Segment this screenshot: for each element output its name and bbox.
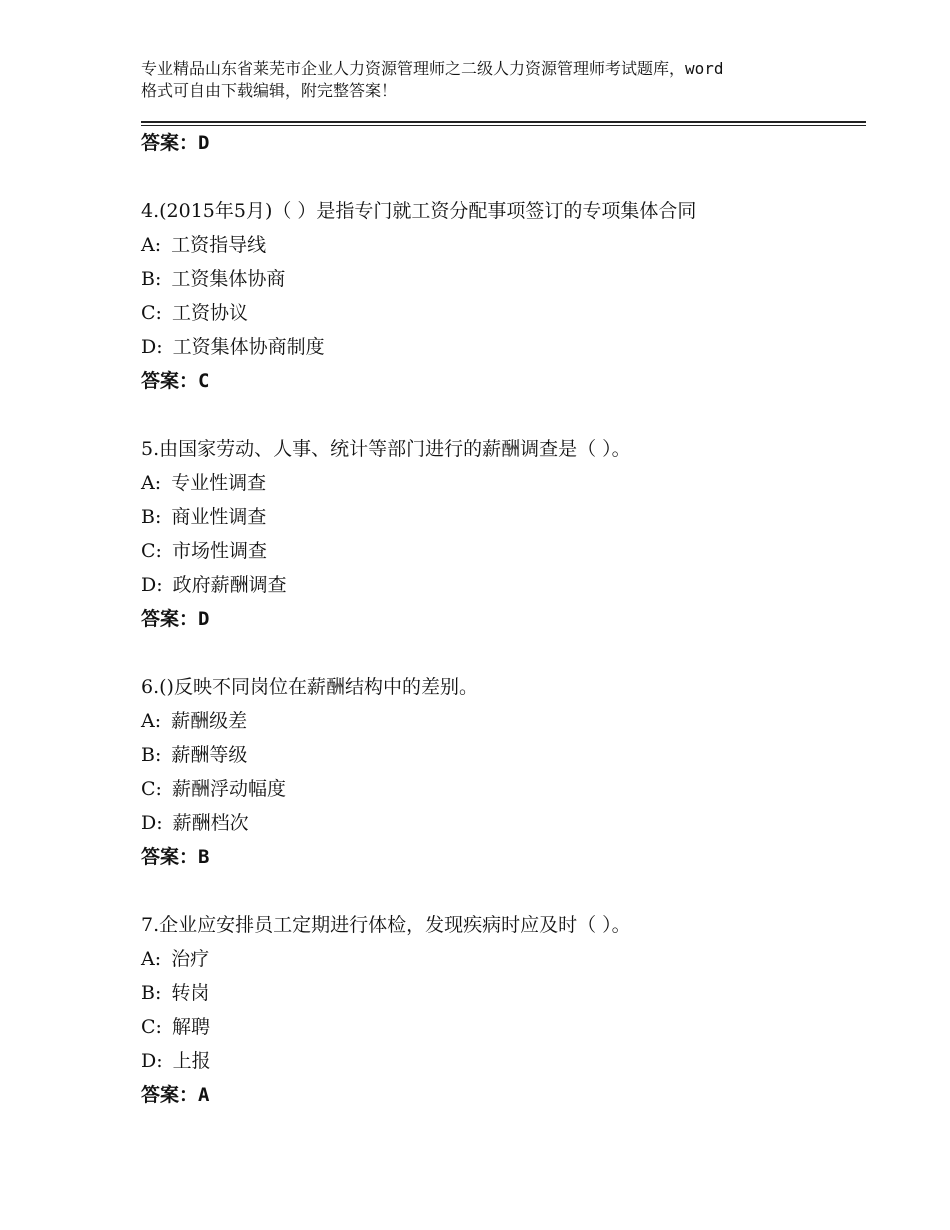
option-a (141, 942, 866, 976)
option-text: 市场性调查 (171, 540, 267, 562)
option-text: 薪酬等级 (171, 744, 248, 766)
question-list (141, 126, 866, 1112)
answer-value: B (198, 846, 210, 868)
question-stem: 7.企业应安排员工定期进行体检，发现疾病时应及时（ ）。 (141, 914, 631, 936)
option-letter: A: (141, 710, 162, 732)
page-header (141, 58, 841, 102)
option-text: 工资协议 (171, 302, 248, 324)
answer-label: 答案： (141, 846, 199, 868)
option-a (141, 228, 866, 262)
option-c (141, 1010, 866, 1044)
option-letter: C: (141, 1016, 162, 1038)
answer-value: C (198, 370, 210, 392)
question-stem: 6.()反映不同岗位在薪酬结构中的差别。 (141, 676, 478, 698)
option-text: 商业性调查 (171, 506, 267, 528)
answer-value: D (198, 608, 210, 630)
option-d (141, 568, 866, 602)
answer-label: 答案： (141, 1084, 199, 1106)
answer-value: A (198, 1084, 210, 1106)
option-letter: C: (141, 778, 162, 800)
option-letter: A: (141, 234, 162, 256)
option-d (141, 806, 866, 840)
header-line-2: 格式可自由下载编辑，附完整答案！ (141, 81, 398, 100)
option-text: 薪酬档次 (172, 812, 249, 834)
answer-label: 答案： (141, 370, 199, 392)
option-letter: B: (141, 506, 162, 528)
question-6 (141, 670, 866, 874)
option-text: 治疗 (171, 948, 210, 970)
option-letter: D: (141, 336, 163, 358)
option-letter: D: (141, 812, 163, 834)
option-letter: C: (141, 302, 162, 324)
option-text: 上报 (172, 1050, 211, 1072)
option-b (141, 262, 866, 296)
option-text: 专业性调查 (171, 472, 267, 494)
option-c (141, 534, 866, 568)
answer-line (141, 1078, 866, 1112)
option-d (141, 330, 866, 364)
answer-line (141, 364, 866, 398)
question-stem: 4.(2015年5月)（ ）是指专门就工资分配事项签订的专项集体合同 (141, 200, 697, 222)
header-rule-thick (141, 121, 866, 123)
option-b (141, 976, 866, 1010)
option-letter: B: (141, 982, 162, 1004)
answer-label: 答案： (141, 132, 199, 154)
answer-line (141, 840, 866, 874)
option-d (141, 1044, 866, 1078)
option-text: 工资集体协商制度 (172, 336, 325, 358)
question-5 (141, 432, 866, 636)
option-text: 政府薪酬调查 (172, 574, 287, 596)
question-stem: 5.由国家劳动、人事、统计等部门进行的薪酬调查是（ ）。 (141, 438, 631, 460)
option-c (141, 772, 866, 806)
answer-label: 答案： (141, 608, 199, 630)
option-letter: A: (141, 948, 162, 970)
header-line-1: 专业精品山东省莱芜市企业人力资源管理师之二级人力资源管理师考试题库，word (141, 59, 724, 78)
option-b (141, 738, 866, 772)
option-a (141, 466, 866, 500)
option-letter: C: (141, 540, 162, 562)
answer-value: D (198, 132, 210, 154)
option-a (141, 704, 866, 738)
option-text: 解聘 (171, 1016, 210, 1038)
option-letter: D: (141, 574, 163, 596)
option-letter: B: (141, 744, 162, 766)
option-letter: A: (141, 472, 162, 494)
option-c (141, 296, 866, 330)
option-letter: D: (141, 1050, 163, 1072)
option-text: 工资指导线 (171, 234, 267, 256)
answer-line-q3 (141, 126, 866, 160)
option-letter: B: (141, 268, 162, 290)
option-text: 薪酬浮动幅度 (171, 778, 286, 800)
question-7 (141, 908, 866, 1112)
question-4 (141, 194, 866, 398)
option-text: 工资集体协商 (171, 268, 286, 290)
option-b (141, 500, 866, 534)
option-text: 转岗 (171, 982, 210, 1004)
option-text: 薪酬级差 (171, 710, 248, 732)
answer-line (141, 602, 866, 636)
